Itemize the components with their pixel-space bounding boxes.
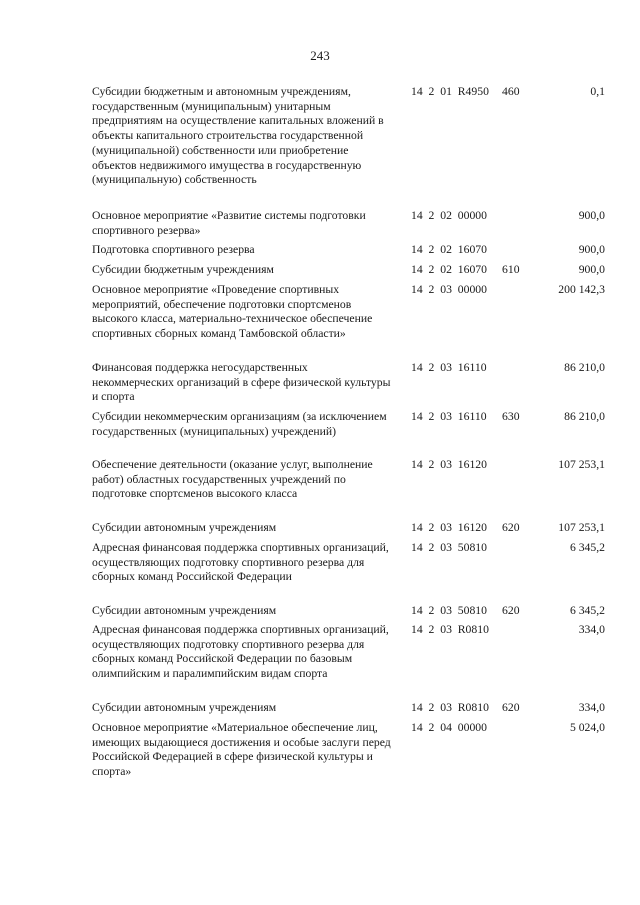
page-number: 243: [310, 48, 330, 63]
row-description: Субсидии некоммерческим организациям (за исключением государственных (муниципальных) учреждений): [92, 410, 387, 438]
row-description: Субсидии автономным учреждениям: [92, 521, 277, 534]
row-amount: 334,0: [578, 701, 605, 714]
row-amount: 5 024,0: [569, 721, 605, 734]
row-description: Субсидии бюджетным учреждениям: [92, 263, 274, 276]
row-code: 14 2 02 16070: [411, 243, 487, 256]
row-description: Основное мероприятие «Материальное обеспечение лиц, имеющих выдающиеся достижения и особые заслуги перед Российской Федерацией в сфере физической культуры и спорта»: [92, 721, 391, 779]
row-expense-type: 620: [502, 604, 520, 617]
row-code: 14 2 02 16070: [411, 263, 487, 276]
row-description: Субсидии автономным учреждениям: [92, 604, 277, 617]
row-amount: 0,1: [590, 85, 605, 98]
row-description: Основное мероприятие «Развитие системы подготовки спортивного резерва»: [92, 209, 366, 237]
row-code: 14 2 03 00000: [411, 283, 487, 296]
row-code: 14 2 03 50810: [411, 541, 487, 554]
row-description: Обеспечение деятельности (оказание услуг, выполнение работ) областных государственных учреждений по подготовке спортсменов высокого класса: [92, 458, 373, 501]
row-amount: 86 210,0: [564, 361, 605, 374]
row-description: Субсидии автономным учреждениям: [92, 701, 277, 714]
row-amount: 200 142,3: [558, 283, 605, 296]
row-code: 14 2 03 16120: [411, 458, 487, 471]
row-code: 14 2 03 16110: [411, 410, 487, 423]
row-code: 14 2 02 00000: [411, 209, 487, 222]
row-code: 14 2 03 R0810: [411, 623, 489, 636]
row-code: 14 2 03 16120: [411, 521, 487, 534]
row-description: Субсидии бюджетным и автономным учреждениям, государственным (муниципальным) унитарным предприятиям на осуществление капитальных вложений в объекты капитального строительства государственной (муниципальной) собственности или приобретение объектов недвижимого имущества в государственную (муниципальную) собственность: [92, 85, 384, 187]
row-amount: 900,0: [578, 243, 605, 256]
row-amount: 107 253,1: [558, 521, 605, 534]
row-amount: 900,0: [578, 263, 605, 276]
row-code: 14 2 03 16110: [411, 361, 487, 374]
row-expense-type: 610: [502, 263, 520, 276]
row-code: 14 2 01 R4950: [411, 85, 489, 98]
row-expense-type: 460: [502, 85, 520, 98]
row-amount: 86 210,0: [564, 410, 605, 423]
row-description: Основное мероприятие «Проведение спортивных мероприятий, обеспечение подготовки спортсменов высокого класса, материально-техническое обеспечение спортивных сборных команд Тамбовской области»: [92, 283, 373, 341]
row-code: 14 2 03 R0810: [411, 701, 489, 714]
row-amount: 6 345,2: [569, 604, 605, 617]
row-amount: 900,0: [578, 209, 605, 222]
row-code: 14 2 04 00000: [411, 721, 487, 734]
row-description: Адресная финансовая поддержка спортивных организаций, осуществляющих подготовку спортивного резерва для сборных команд Российской Федерации: [92, 541, 389, 584]
row-amount: 6 345,2: [569, 541, 605, 554]
row-code: 14 2 03 50810: [411, 604, 487, 617]
row-amount: 334,0: [578, 623, 605, 636]
row-expense-type: 620: [502, 521, 520, 534]
row-description: Подготовка спортивного резерва: [92, 243, 255, 256]
row-description: Адресная финансовая поддержка спортивных организаций, осуществляющих подготовку спортивного резерва для сборных команд Российской Федерации по базовым олимпийским и паралимпийским видам спорта: [92, 623, 389, 681]
row-description: Финансовая поддержка негосударственных некоммерческих организаций в сфере физической культуры и спорта: [92, 361, 391, 404]
row-amount: 107 253,1: [558, 458, 605, 471]
row-expense-type: 620: [502, 701, 520, 714]
row-expense-type: 630: [502, 410, 520, 423]
